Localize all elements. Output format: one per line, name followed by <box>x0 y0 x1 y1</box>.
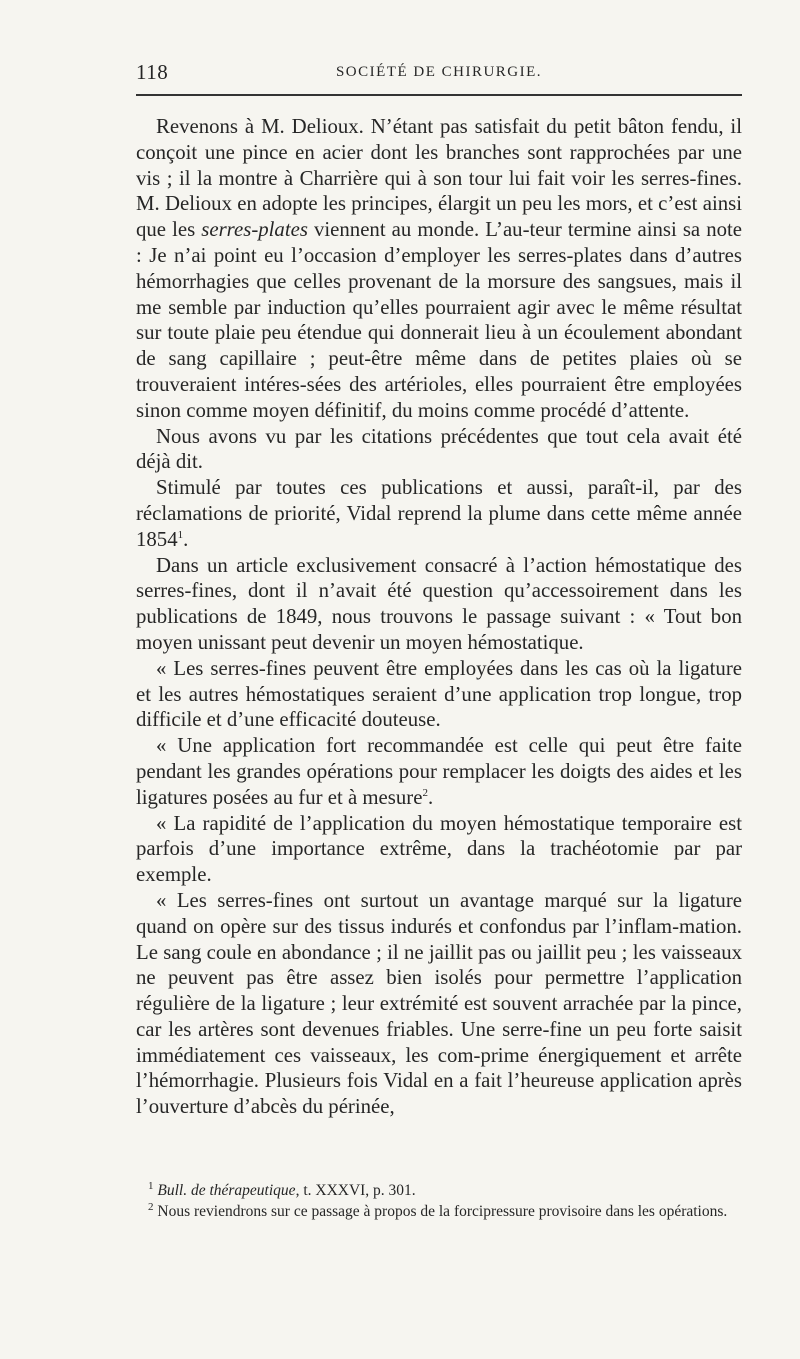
footnotes <box>136 1180 742 1222</box>
paragraph-text: . <box>427 785 434 809</box>
paragraph: Nous avons vu par les citations précédentes que tout cela avait été déjà dit. <box>136 424 742 474</box>
page-number: 118 <box>136 60 169 84</box>
footnote-text: , t. XXXVI, p. 301. <box>295 1182 416 1199</box>
header-rule <box>136 94 742 96</box>
paragraph-text: . <box>183 527 189 551</box>
italic-term: serres-plates <box>201 218 308 242</box>
footnote-mark: 2 <box>148 1200 154 1213</box>
paragraph-text: Revenons à M. Delioux. N’étant pas satisfait du petit bâton fendu, il conçoit une pince en acier dont les branches sont rapprochées par une vis ; il la montre à Charrière qui à son tour lui fait voir les serres-fines. M. Delioux en adopte les principes, élargit un peu les mors, et c’est ainsi que les <box>136 115 742 242</box>
footnote <box>136 1201 742 1222</box>
running-title: SOCIÉTÉ DE CHIRURGIE. <box>335 64 543 80</box>
paragraph: « Les serres-fines ont surtout un avantage marqué sur la ligature quand on opère sur des tissus indurés et confondus par l’inflam-mation. Le sang coule en abondance ; il ne jaillit pas ou jaillit peu ; les vaisseaux ne peuvent pas être assez bien isolés pour permettre l’application régulière de la ligature ; leur extrémité est souvent arrachée par la pince, car les artères sont devenues friables. Une serre-fine un peu forte saisit immédiatement ces vaisseaux, les com-prime énergiquement et arrête l’hémorrhagie. Plusieurs fois Vidal en a fait l’heureuse application après l’ouverture d’abcès du périnée, <box>136 888 742 1119</box>
footnote-source: Bull. de thérapeutique <box>157 1182 296 1199</box>
paragraph <box>136 733 742 810</box>
paragraph-text: « Une application fort recommandée est celle qui peut être faite pendant les grandes opérations pour remplacer les doigts des aides et les ligatures posées au fur et à mesure <box>136 734 742 809</box>
paragraph: Dans un article exclusivement consacré à l’action hémostatique des serres-fines, dont il n’avait été question qu’accessoirement dans les publications de 1849, nous trouvons le passage suivant : « Tout bon moyen unissant peut devenir un moyen hémostatique. <box>136 553 742 654</box>
body-text <box>136 114 742 1120</box>
footnote-ref: 2 <box>422 786 428 799</box>
footnote <box>136 1180 742 1201</box>
paragraph: « La rapidité de l’application du moyen hémostatique temporaire est parfois d’une importance extrême, dans la trachéotomie par par exemple. <box>136 811 742 887</box>
page-header <box>136 56 742 96</box>
paragraph: « Les serres-fines peuvent être employées dans les cas où la ligature et les autres hémostatiques seraient d’une application trop longue, trop difficile et d’une efficacité douteuse. <box>136 656 742 732</box>
footnote-ref: 1 <box>177 528 184 541</box>
paragraph-text: Stimulé par toutes ces publications et aussi, paraît-il, par des réclamations de priorité, Vidal reprend la plume dans cette même année 1854 <box>136 476 742 551</box>
footnote-mark: 1 <box>148 1179 154 1192</box>
paragraph <box>136 114 742 424</box>
footnote-text: Nous reviendrons sur ce passage à propos de la forcipressure provisoire dans les opérations. <box>157 1203 728 1220</box>
paragraph <box>136 475 742 552</box>
paragraph-text: viennent au monde. L’au-teur termine ainsi sa note : Je n’ai point eu l’occasion d’employer les serres-plates dans d’autres hémorrhagies que celles provenant de la morsure des sangsues, mais il me semble par induction qu’elles pourraient agir avec le même résultat sur toute plaie peu étendue qui donnerait lieu à un écoulement abondant de sang capillaire ; peut-être même dans de petites plaies où se trouveraient intéres-sées des artérioles, elles pourraient être employées sinon comme moyen définitif, du moins comme procédé d’attente. <box>136 218 743 422</box>
